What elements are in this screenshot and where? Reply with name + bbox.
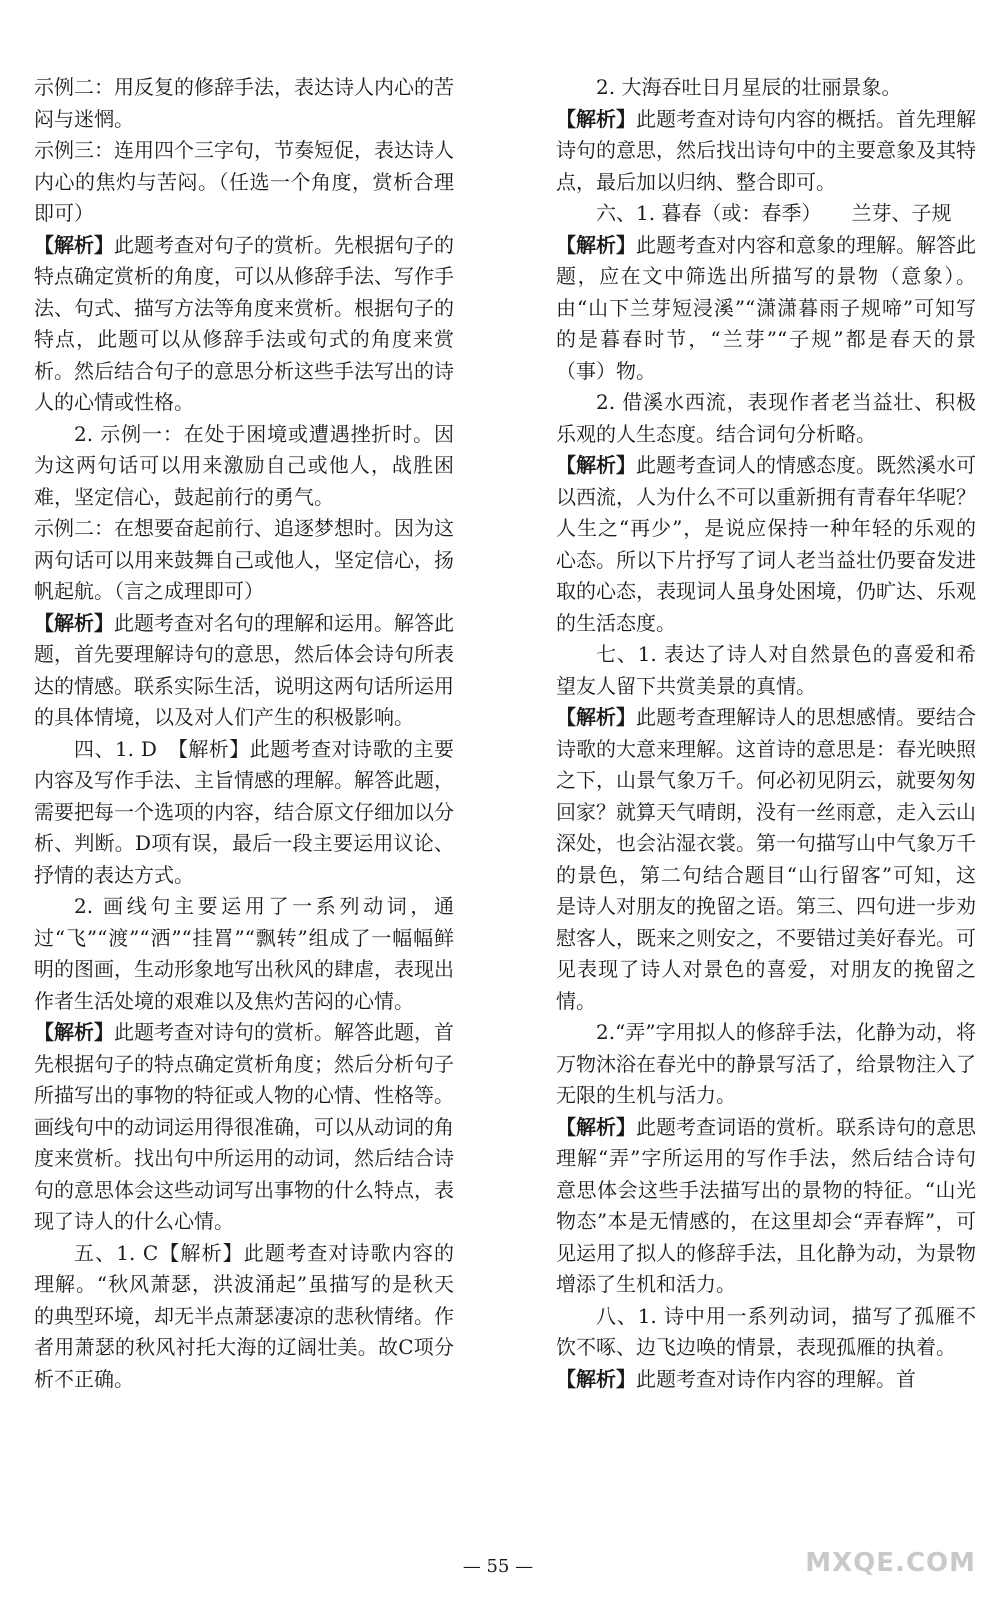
paragraph-text: 七、1. 表达了诗人对自然景色的喜爱和希望友人留下共赏美景的真情。	[556, 642, 976, 698]
site-watermark: MXQE.COM	[805, 1548, 976, 1578]
page-number: — 55 —	[462, 1556, 534, 1577]
analysis-tag: 【解析】	[34, 1020, 114, 1044]
paragraph-text: 此题考查对名句的理解和运用。解答此题，首先要理解诗句的意思，然后体会诗句所表达的情感。联系实际生活，说明这两句话所运用的具体情境，以及对人们产生的积极影响。	[34, 610, 454, 729]
paragraph-text: 2. 示例一：在处于困境或遭遇挫折时。因为这两句话可以用来激励自己或他人，战胜困难，坚定信心，鼓起前行的勇气。	[34, 421, 454, 509]
paragraph-text: 四、1. D 【解析】此题考查对诗歌的主要内容及写作手法、主旨情感的理解。解答此题，需要把每一个选项的内容，结合原文仔细加以分析、判断。D项有误，最后一段主要运用议论、抒情的表达方式。	[34, 736, 454, 887]
paragraph-text: 此题考查对句子的赏析。先根据句子的特点确定赏析的角度，可以从修辞手法、写作手法、句式、描写方法等角度来赏析。根据句子的特点，此题可以从修辞手法或句式的角度来赏析。然后结合句子的意思分析这些手法写出的诗人的心情或性格。	[34, 232, 454, 414]
answer-paragraph	[34, 135, 454, 230]
paragraph-text: 此题考查理解诗人的思想感情。要结合诗歌的大意来理解。这首诗的意思是：春光映照之下，山景气象万千。何必初见阴云，就要匆匆回家？就算天气晴朗，没有一丝雨意，走入云山深处，也会沾湿衣裳。第一句描写山中气象万千的景色，第二句结合题目“山行留客”可知，这是诗人对朋友的挽留之语。第三、四句进一步劝慰客人，既来之则安之，不要错过美好春光。可见表现了诗人对景色的喜爱，对朋友的挽留之情。	[556, 705, 976, 1013]
answer-paragraph	[34, 734, 454, 892]
answer-paragraph	[556, 1017, 976, 1112]
answer-paragraph	[556, 1301, 976, 1364]
left-column	[34, 72, 454, 1395]
paragraph-text: 此题考查词人的情感态度。既然溪水可以西流，人为什么不可以重新拥有青春年华呢？人生之“再少”，是说应保持一种年轻的乐观的心态。所以下片抒写了词人老当益壮仍要奋发进取的心态，表现词人虽身处困境，仍旷达、乐观的生活态度。	[556, 453, 976, 635]
paragraph-text: 示例二：用反复的修辞手法，表达诗人内心的苦闷与迷惘。	[34, 75, 454, 131]
paragraph-text: 此题考查对诗句内容的概括。首先理解诗句的意思，然后找出诗句中的主要意象及其特点，最后加以归纳、整合即可。	[556, 106, 976, 194]
paragraph-text: 六、1. 暮春（或：春季） 兰芽、子规	[596, 201, 952, 225]
paragraph-text: 2. 大海吞吐日月星辰的壮丽景象。	[596, 75, 902, 99]
answer-paragraph	[34, 1017, 454, 1238]
answer-paragraph	[34, 230, 454, 419]
paragraph-text: 此题考查对诗作内容的理解。首	[636, 1366, 916, 1391]
answer-paragraph	[34, 513, 454, 608]
answer-paragraph	[556, 639, 976, 702]
analysis-tag: 【解析】	[556, 1114, 636, 1139]
answer-paragraph	[556, 702, 976, 1017]
answer-paragraph	[556, 1364, 976, 1396]
answer-paragraph	[556, 72, 976, 104]
paragraph-text: 此题考查词语的赏析。联系诗句的意思理解“弄”字所运用的写作手法，然后结合诗句意思体会这些手法描写出的景物的特征。“山光物态”本是无情感的，在这里却会“弄春辉”，可见运用了拟人的修辞手法，且化静为动，为景物增添了生机和活力。	[556, 1114, 976, 1296]
answer-paragraph	[34, 419, 454, 514]
answer-paragraph	[34, 608, 454, 734]
analysis-tag: 【解析】	[556, 1366, 636, 1391]
paragraph-text: 2.“弄”字用拟人的修辞手法，化静为动，将万物沐浴在春光中的静景写活了，给景物注入了无限的生机与活力。	[556, 1020, 976, 1107]
paragraph-text: 此题考查对内容和意象的理解。解答此题，应在文中筛选出所描写的景物（意象）。由“山下兰芽短浸溪”“潇潇暮雨子规啼”可知写的是暮春时节，“兰芽”“子规”都是春天的景（事）物。	[556, 232, 976, 383]
answer-paragraph	[34, 891, 454, 1017]
answer-paragraph	[34, 1238, 454, 1396]
paragraph-text: 此题考查对诗句的赏析。解答此题，首先根据句子的特点确定赏析角度；然后分析句子所描写出的事物的特征或人物的心情、性格等。画线句中的动词运用得很准确，可以从动词的角度来赏析。找出句中所运用的动词，然后结合诗句的意思体会这些动词写出事物的什么特点，表现了诗人的什么心情。	[34, 1020, 454, 1233]
answer-paragraph	[556, 387, 976, 450]
right-column	[556, 72, 976, 1395]
paragraph-text: 五、1. C【解析】此题考查对诗歌内容的理解。“秋风萧瑟，洪波涌起”虽描写的是秋天的典型环境，却无半点萧瑟凄凉的悲秋情绪。作者用萧瑟的秋风衬托大海的辽阔壮美。故C项分析不正确。	[34, 1240, 454, 1391]
answer-paragraph	[556, 230, 976, 388]
analysis-tag: 【解析】	[556, 106, 636, 131]
paragraph-text: 八、1. 诗中用一系列动词，描写了孤雁不饮不啄、边飞边唤的情景，表现孤雁的执着。	[556, 1303, 976, 1359]
answer-paragraph	[34, 72, 454, 135]
paragraph-text: 2. 借溪水西流，表现作者老当益壮、积极乐观的人生态度。结合词句分析略。	[556, 390, 976, 446]
analysis-tag: 【解析】	[556, 705, 636, 729]
analysis-tag: 【解析】	[34, 232, 114, 257]
analysis-tag: 【解析】	[556, 232, 636, 257]
analysis-tag: 【解析】	[556, 453, 636, 477]
paragraph-text: 2. 画线句主要运用了一系列动词，通过“飞”“渡”“洒”“挂罥”“飘转”组成了一幅幅鲜明的图画，生动形象地写出秋风的肆虐，表现出作者生活处境的艰难以及焦灼苦闷的心情。	[34, 894, 454, 1013]
analysis-tag: 【解析】	[34, 610, 114, 635]
answer-paragraph	[556, 198, 976, 230]
paragraph-text: 示例三：连用四个三字句，节奏短促，表达诗人内心的焦灼与苦闷。（任选一个角度，赏析合理即可）	[34, 138, 454, 225]
paragraph-text: 示例二：在想要奋起前行、追逐梦想时。因为这两句话可以用来鼓舞自己或他人，坚定信心，扬帆起航。（言之成理即可）	[34, 516, 454, 603]
answer-paragraph	[556, 450, 976, 639]
answer-paragraph	[556, 1112, 976, 1301]
answer-paragraph	[556, 104, 976, 199]
